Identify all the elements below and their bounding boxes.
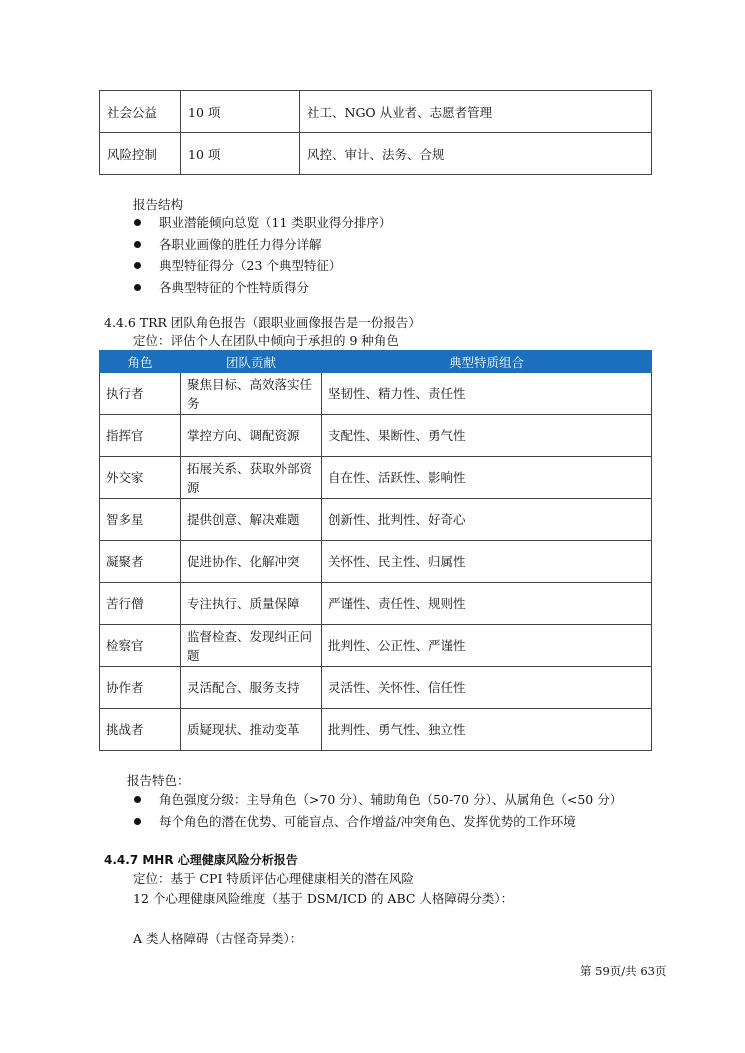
bullet-icon [134,284,141,291]
contribution-cell: 灵活配合、服务支持 [181,667,322,709]
role-cell: 检察官 [100,625,181,667]
page-number: 第 59页/共 63页 [580,964,667,978]
list-item-text: 角色强度分级：主导角色（>70 分）、辅助角色（50-70 分）、从属角色（<50 分） [159,792,623,807]
traits-cell: 关怀性、民主性、归属性 [322,541,652,583]
table-row [100,133,652,175]
table-row [100,667,652,709]
list-item-text: 每个角色的潜在优势、可能盲点、合作增益/冲突角色、发挥优势的工作环境 [159,813,576,829]
list-item-text: 各典型特征的个性特质得分 [159,279,310,295]
role-cell: 协作者 [100,667,181,709]
table-row [100,415,652,457]
category-cell: 风险控制 [100,133,181,175]
role-cell: 外交家 [100,457,181,499]
table-header-row [100,351,652,373]
contribution-cell: 聚焦目标、高效落实任务 [181,373,322,415]
list-item-text: 典型特征得分（23 个典型特征） [159,258,342,273]
section-positioning-trr: 定位：评估个人在团队中倾向于承担的 9 种角色 [133,333,399,348]
traits-cell: 批判性、勇气性、独立性 [322,709,652,751]
count-cell: 10 项 [181,133,300,175]
table-row [100,499,652,541]
column-header-contribution: 团队贡献 [181,351,322,373]
role-cell: 凝聚者 [100,541,181,583]
contribution-cell: 监督检查、发现纠正问题 [181,625,322,667]
list-item [134,811,622,833]
risk-dimensions-text: 12 个心理健康风险维度（基于 DSM/ICD 的 ABC 人格障碍分类）： [133,891,514,906]
table-row [100,541,652,583]
table-row [100,625,652,667]
list-item [134,234,391,256]
type-a-heading: A 类人格障碍（古怪奇异类）： [133,931,303,946]
description-cell: 风控、审计、法务、合规 [300,133,652,175]
list-item-text: 各职业画像的胜任力得分详解 [159,236,322,252]
contribution-cell: 掌控方向、调配资源 [181,415,322,457]
bullet-icon [134,818,141,825]
table-row [100,583,652,625]
list-item [134,212,391,234]
section-positioning-mhr: 定位：基于 CPI 特质评估心理健康相关的潜在风险 [133,871,414,886]
contribution-cell: 拓展关系、获取外部资源 [181,457,322,499]
traits-cell: 批判性、公正性、严谨性 [322,625,652,667]
bullet-icon [134,219,141,226]
section-heading-trr: 4.4.6 TRR 团队角色报告（跟职业画像报告是一份报告） [104,315,421,330]
count-cell: 10 项 [181,91,300,133]
role-cell: 苦行僧 [100,583,181,625]
bullet-icon [134,796,141,803]
traits-cell: 创新性、批判性、好奇心 [322,499,652,541]
column-header-role: 角色 [100,351,181,373]
list-item-text: 职业潜能倾向总览（11 类职业得分排序） [159,215,392,230]
list-item [134,789,622,811]
report-features-label: 报告特色： [127,773,190,788]
traits-cell: 支配性、果断性、勇气性 [322,415,652,457]
report-structure-list [134,212,391,298]
contribution-cell: 专注执行、质量保障 [181,583,322,625]
role-cell: 挑战者 [100,709,181,751]
role-cell: 智多星 [100,499,181,541]
role-cell: 执行者 [100,373,181,415]
career-category-table [99,90,652,175]
traits-cell: 自在性、活跃性、影响性 [322,457,652,499]
contribution-cell: 质疑现状、推动变革 [181,709,322,751]
report-features-list [134,789,622,832]
description-cell: 社工、NGO 从业者、志愿者管理 [300,91,652,133]
list-item [134,277,391,299]
traits-cell: 严谨性、责任性、规则性 [322,583,652,625]
bullet-icon [134,241,141,248]
list-item [134,255,391,277]
bullet-icon [134,262,141,269]
team-role-table [99,350,652,751]
table-row [100,91,652,133]
category-cell: 社会公益 [100,91,181,133]
table-row [100,709,652,751]
role-cell: 指挥官 [100,415,181,457]
report-structure-label: 报告结构 [133,197,184,212]
traits-cell: 坚韧性、精力性、责任性 [322,373,652,415]
table-row [100,373,652,415]
contribution-cell: 促进协作、化解冲突 [181,541,322,583]
contribution-cell: 提供创意、解决难题 [181,499,322,541]
traits-cell: 灵活性、关怀性、信任性 [322,667,652,709]
section-heading-mhr: 4.4.7 MHR 心理健康风险分析报告 [104,853,298,867]
column-header-traits: 典型特质组合 [322,351,652,373]
table-row [100,457,652,499]
